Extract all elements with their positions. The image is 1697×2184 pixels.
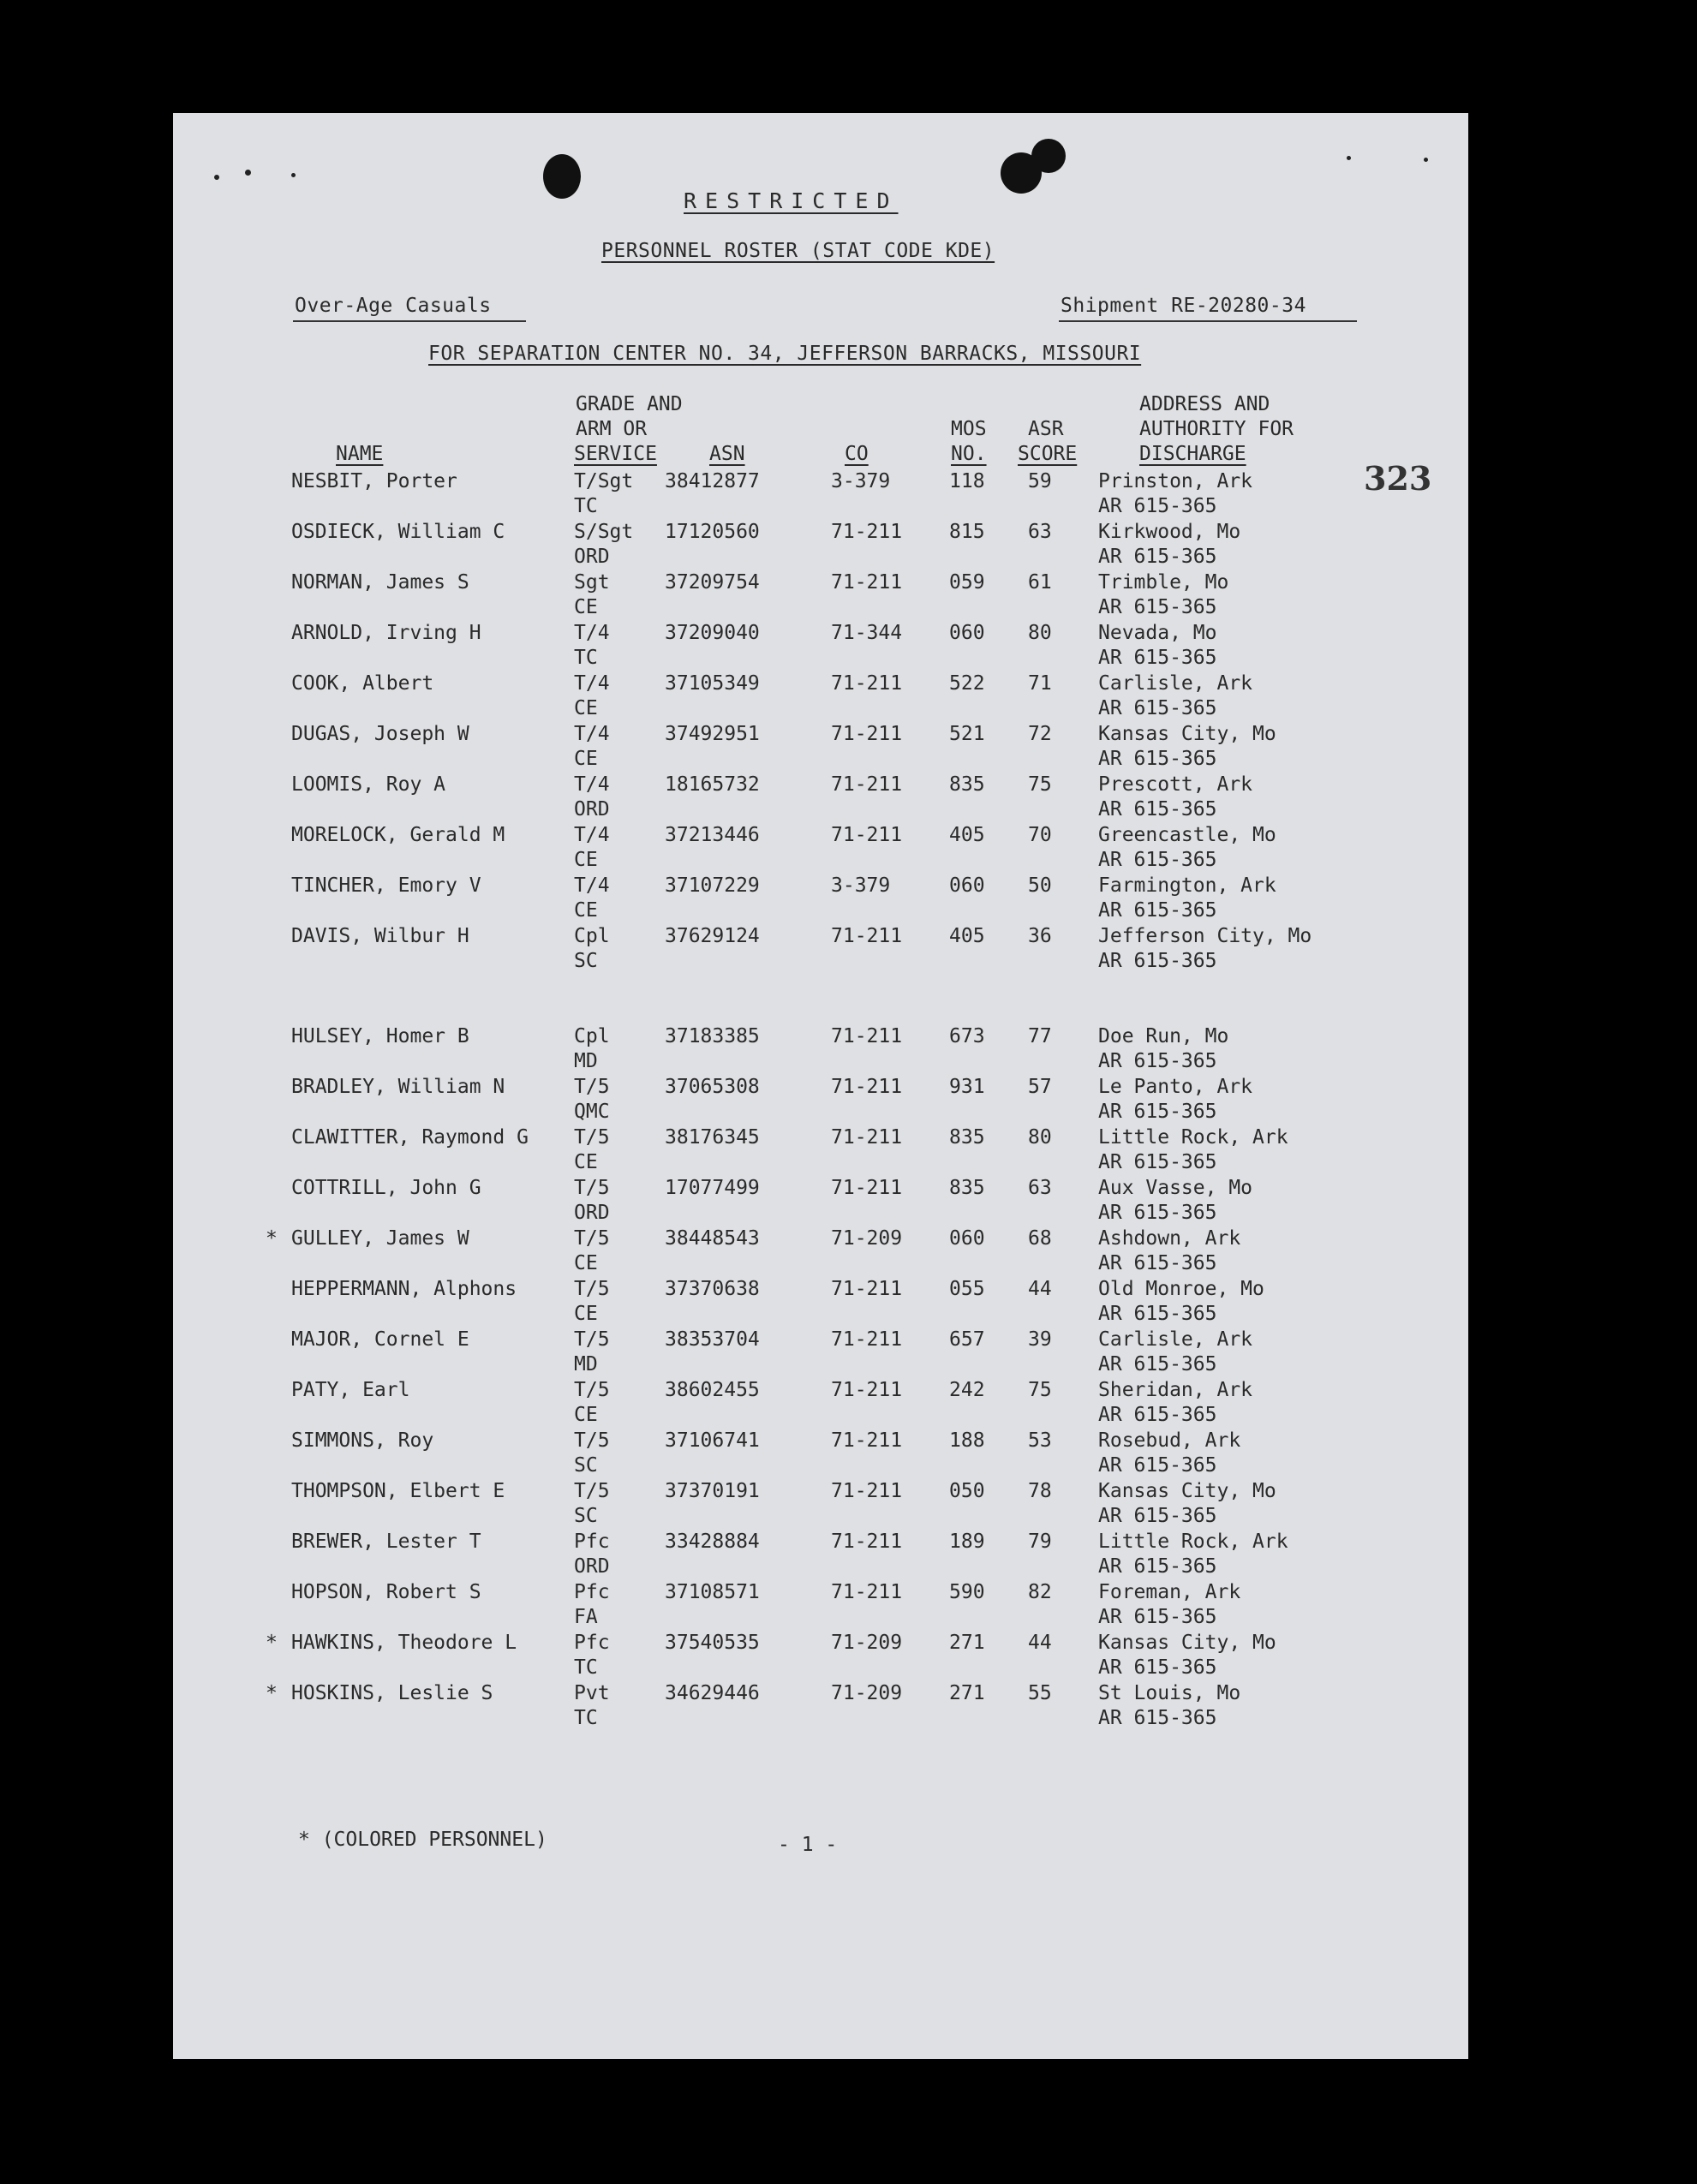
row-mos: 271: [949, 1682, 985, 1704]
row-authority: AR 615-365: [1098, 899, 1217, 922]
row-arm: CE: [574, 1252, 598, 1274]
row-authority: AR 615-365: [1098, 1606, 1217, 1628]
shipment-label: Shipment RE-20280-34: [1061, 295, 1306, 317]
row-grade: T/5: [574, 1480, 610, 1502]
row-asn: 37107229: [665, 874, 760, 897]
col-address-header-1: ADDRESS AND: [1139, 393, 1270, 415]
row-co: 71-211: [831, 1328, 903, 1351]
row-address: Kirkwood, Mo: [1098, 521, 1241, 543]
row-asr: 36: [1028, 925, 1052, 947]
row-arm: ORD: [574, 1555, 610, 1578]
classification-heading: RESTRICTED: [684, 188, 899, 213]
row-asn: 37209754: [665, 571, 760, 594]
row-address: Carlisle, Ark: [1098, 1328, 1253, 1351]
row-asn: 37540535: [665, 1632, 760, 1654]
row-asn: 37209040: [665, 622, 760, 644]
row-asn: 37065308: [665, 1076, 760, 1098]
row-grade: T/5: [574, 1076, 610, 1098]
row-mos: 060: [949, 874, 985, 897]
row-co: 71-211: [831, 1480, 903, 1502]
row-asn: 37370638: [665, 1278, 760, 1300]
row-asr: 72: [1028, 723, 1052, 745]
row-name: COTTRILL, John G: [291, 1177, 481, 1199]
row-asn: 37213446: [665, 824, 760, 846]
punch-hole-left: [543, 154, 581, 199]
row-grade: S/Sgt: [574, 521, 634, 543]
row-mos: 673: [949, 1025, 985, 1047]
col-name-header: NAME: [336, 443, 384, 465]
row-address: Prescott, Ark: [1098, 773, 1253, 796]
row-co: 71-211: [831, 521, 903, 543]
row-arm: SC: [574, 1505, 598, 1527]
row-arm: CE: [574, 1151, 598, 1173]
row-address: Kansas City, Mo: [1098, 1480, 1276, 1502]
row-arm: SC: [574, 950, 598, 972]
row-arm: CE: [574, 697, 598, 719]
row-mos: 405: [949, 925, 985, 947]
row-authority: AR 615-365: [1098, 697, 1217, 719]
row-asn: 37183385: [665, 1025, 760, 1047]
row-asn: 37370191: [665, 1480, 760, 1502]
row-co: 71-209: [831, 1227, 903, 1250]
row-asr: 53: [1028, 1429, 1052, 1452]
row-asr: 82: [1028, 1581, 1052, 1603]
row-grade: T/4: [574, 622, 610, 644]
row-name: NORMAN, James S: [291, 571, 469, 594]
row-mos: 522: [949, 672, 985, 695]
col-grade-header-1: GRADE AND: [576, 393, 683, 415]
row-authority: AR 615-365: [1098, 1303, 1217, 1325]
row-address: Kansas City, Mo: [1098, 1632, 1276, 1654]
row-co: 71-211: [831, 1379, 903, 1401]
row-grade: T/4: [574, 824, 610, 846]
row-co: 71-211: [831, 723, 903, 745]
row-arm: TC: [574, 647, 598, 669]
row-mos: 590: [949, 1581, 985, 1603]
row-co: 71-211: [831, 773, 903, 796]
row-co: 71-211: [831, 1076, 903, 1098]
row-grade: T/5: [574, 1429, 610, 1452]
row-address: Kansas City, Mo: [1098, 723, 1276, 745]
row-grade: T/5: [574, 1177, 610, 1199]
row-authority: AR 615-365: [1098, 1656, 1217, 1679]
row-mos: 271: [949, 1632, 985, 1654]
row-asn: 37105349: [665, 672, 760, 695]
row-name: BRADLEY, William N: [291, 1076, 505, 1098]
row-name: HOPSON, Robert S: [291, 1581, 481, 1603]
row-co: 71-211: [831, 1531, 903, 1553]
destination-heading: FOR SEPARATION CENTER NO. 34, JEFFERSON BARRACKS, MISSOURI: [428, 343, 1142, 365]
row-asn: 38412877: [665, 470, 760, 492]
row-address: Sheridan, Ark: [1098, 1379, 1253, 1401]
row-mos: 835: [949, 1126, 985, 1149]
row-arm: SC: [574, 1454, 598, 1477]
row-grade: T/5: [574, 1227, 610, 1250]
col-grade-header-3: SERVICE: [574, 443, 657, 465]
row-authority: AR 615-365: [1098, 1151, 1217, 1173]
row-asr: 44: [1028, 1632, 1052, 1654]
row-mos: 059: [949, 571, 985, 594]
row-mos: 060: [949, 622, 985, 644]
row-name: SIMMONS, Roy: [291, 1429, 434, 1452]
row-grade: T/4: [574, 672, 610, 695]
row-name: BREWER, Lester T: [291, 1531, 481, 1553]
row-mos: 189: [949, 1531, 985, 1553]
row-asr: 79: [1028, 1531, 1052, 1553]
shipment-underline: [1059, 320, 1357, 322]
row-grade: Pvt: [574, 1682, 610, 1704]
row-grade: T/5: [574, 1328, 610, 1351]
speck: [1347, 156, 1351, 160]
row-address: Nevada, Mo: [1098, 622, 1217, 644]
row-arm: CE: [574, 899, 598, 922]
row-asr: 57: [1028, 1076, 1052, 1098]
row-mos: 188: [949, 1429, 985, 1452]
row-arm: TC: [574, 1707, 598, 1729]
row-asr: 71: [1028, 672, 1052, 695]
row-grade: Pfc: [574, 1531, 610, 1553]
row-grade: Cpl: [574, 1025, 610, 1047]
row-arm: CE: [574, 748, 598, 770]
row-arm: CE: [574, 849, 598, 871]
group-label: Over-Age Casuals: [295, 295, 492, 317]
punch-hole-right-2: [1031, 139, 1066, 173]
row-arm: CE: [574, 1404, 598, 1426]
row-address: Trimble, Mo: [1098, 571, 1229, 594]
row-asn: 38448543: [665, 1227, 760, 1250]
row-grade: Sgt: [574, 571, 610, 594]
row-mos: 931: [949, 1076, 985, 1098]
group-underline: [293, 320, 526, 322]
row-address: Ashdown, Ark: [1098, 1227, 1241, 1250]
row-authority: AR 615-365: [1098, 950, 1217, 972]
row-arm: MD: [574, 1353, 598, 1375]
row-grade: T/5: [574, 1379, 610, 1401]
row-address: Little Rock, Ark: [1098, 1531, 1288, 1553]
row-asr: 44: [1028, 1278, 1052, 1300]
row-co: 71-211: [831, 1177, 903, 1199]
row-mos: 405: [949, 824, 985, 846]
row-co: 71-211: [831, 672, 903, 695]
row-asr: 80: [1028, 1126, 1052, 1149]
row-asn: 17120560: [665, 521, 760, 543]
row-name: HULSEY, Homer B: [291, 1025, 469, 1047]
colored-personnel-mark: *: [266, 1227, 278, 1250]
row-asr: 75: [1028, 773, 1052, 796]
row-asn: 38602455: [665, 1379, 760, 1401]
row-grade: T/4: [574, 723, 610, 745]
row-asr: 77: [1028, 1025, 1052, 1047]
row-co: 71-211: [831, 571, 903, 594]
row-name: GULLEY, James W: [291, 1227, 469, 1250]
colored-personnel-mark: *: [266, 1632, 278, 1654]
row-arm: TC: [574, 1656, 598, 1679]
row-mos: 521: [949, 723, 985, 745]
row-grade: Pfc: [574, 1632, 610, 1654]
row-mos: 118: [949, 470, 985, 492]
row-name: DAVIS, Wilbur H: [291, 925, 469, 947]
row-address: Little Rock, Ark: [1098, 1126, 1288, 1149]
row-co: 71-211: [831, 1025, 903, 1047]
row-asn: 17077499: [665, 1177, 760, 1199]
row-name: MAJOR, Cornel E: [291, 1328, 469, 1351]
row-name: OSDIECK, William C: [291, 521, 505, 543]
row-address: St Louis, Mo: [1098, 1682, 1241, 1704]
row-name: COOK, Albert: [291, 672, 434, 695]
row-co: 71-211: [831, 925, 903, 947]
row-asr: 59: [1028, 470, 1052, 492]
row-co: 71-211: [831, 1278, 903, 1300]
row-address: Foreman, Ark: [1098, 1581, 1241, 1603]
col-asr-header-1: ASR: [1028, 418, 1064, 440]
speck: [1424, 158, 1428, 162]
row-address: Old Monroe, Mo: [1098, 1278, 1264, 1300]
row-grade: T/4: [574, 773, 610, 796]
row-asn: 38353704: [665, 1328, 760, 1351]
row-authority: AR 615-365: [1098, 798, 1217, 820]
row-authority: AR 615-365: [1098, 1505, 1217, 1527]
row-name: MORELOCK, Gerald M: [291, 824, 505, 846]
row-arm: MD: [574, 1050, 598, 1072]
row-asr: 70: [1028, 824, 1052, 846]
row-address: Jefferson City, Mo: [1098, 925, 1312, 947]
row-authority: AR 615-365: [1098, 1555, 1217, 1578]
row-authority: AR 615-365: [1098, 546, 1217, 568]
page-stamp: 323: [1364, 459, 1432, 498]
row-address: Doe Run, Mo: [1098, 1025, 1229, 1047]
row-co: 71-209: [831, 1632, 903, 1654]
row-authority: AR 615-365: [1098, 748, 1217, 770]
row-grade: T/5: [574, 1278, 610, 1300]
row-asn: 33428884: [665, 1531, 760, 1553]
row-authority: AR 615-365: [1098, 849, 1217, 871]
row-arm: CE: [574, 1303, 598, 1325]
row-asn: 38176345: [665, 1126, 760, 1149]
row-asn: 37629124: [665, 925, 760, 947]
row-authority: AR 615-365: [1098, 1252, 1217, 1274]
speck: [291, 173, 296, 177]
document-title: PERSONNEL ROSTER (STAT CODE KDE): [601, 240, 995, 262]
row-co: 3-379: [831, 874, 891, 897]
row-authority: AR 615-365: [1098, 1707, 1217, 1729]
row-mos: 050: [949, 1480, 985, 1502]
row-mos: 242: [949, 1379, 985, 1401]
row-arm: TC: [574, 495, 598, 517]
row-address: Prinston, Ark: [1098, 470, 1253, 492]
row-name: PATY, Earl: [291, 1379, 410, 1401]
row-asr: 78: [1028, 1480, 1052, 1502]
row-asn: 37492951: [665, 723, 760, 745]
row-name: CLAWITTER, Raymond G: [291, 1126, 529, 1149]
row-authority: AR 615-365: [1098, 1353, 1217, 1375]
row-mos: 657: [949, 1328, 985, 1351]
row-mos: 815: [949, 521, 985, 543]
row-co: 71-344: [831, 622, 903, 644]
row-asr: 75: [1028, 1379, 1052, 1401]
row-address: Le Panto, Ark: [1098, 1076, 1253, 1098]
row-co: 71-209: [831, 1682, 903, 1704]
row-asr: 39: [1028, 1328, 1052, 1351]
row-grade: Pfc: [574, 1581, 610, 1603]
row-arm: QMC: [574, 1101, 610, 1123]
footnote: * (COLORED PERSONNEL): [298, 1829, 547, 1851]
row-authority: AR 615-365: [1098, 1202, 1217, 1224]
row-address: Carlisle, Ark: [1098, 672, 1253, 695]
row-arm: CE: [574, 596, 598, 618]
row-asr: 68: [1028, 1227, 1052, 1250]
row-asr: 80: [1028, 622, 1052, 644]
row-grade: Cpl: [574, 925, 610, 947]
row-name: LOOMIS, Roy A: [291, 773, 446, 796]
row-co: 71-211: [831, 1581, 903, 1603]
row-name: DUGAS, Joseph W: [291, 723, 469, 745]
col-asn-header: ASN: [709, 443, 745, 465]
row-address: Farmington, Ark: [1098, 874, 1276, 897]
row-mos: 060: [949, 1227, 985, 1250]
row-mos: 835: [949, 1177, 985, 1199]
row-name: NESBIT, Porter: [291, 470, 457, 492]
row-asr: 61: [1028, 571, 1052, 594]
col-grade-header-2: ARM OR: [576, 418, 648, 440]
row-arm: FA: [574, 1606, 598, 1628]
row-authority: AR 615-365: [1098, 1101, 1217, 1123]
row-authority: AR 615-365: [1098, 647, 1217, 669]
row-address: Aux Vasse, Mo: [1098, 1177, 1253, 1199]
row-asr: 63: [1028, 521, 1052, 543]
row-authority: AR 615-365: [1098, 596, 1217, 618]
row-asr: 63: [1028, 1177, 1052, 1199]
colored-personnel-mark: *: [266, 1682, 278, 1704]
row-authority: AR 615-365: [1098, 1050, 1217, 1072]
row-grade: T/5: [574, 1126, 610, 1149]
row-asn: 18165732: [665, 773, 760, 796]
row-name: HEPPERMANN, Alphons: [291, 1278, 517, 1300]
document-page: [173, 113, 1468, 2059]
col-mos-header-2: NO.: [951, 443, 987, 465]
row-co: 71-211: [831, 1429, 903, 1452]
col-mos-header-1: MOS: [951, 418, 987, 440]
col-address-header-2: AUTHORITY FOR: [1139, 418, 1294, 440]
row-asn: 37106741: [665, 1429, 760, 1452]
col-address-header-3: DISCHARGE: [1139, 443, 1246, 465]
row-name: ARNOLD, Irving H: [291, 622, 481, 644]
row-grade: T/Sgt: [574, 470, 634, 492]
page-number: - 1 -: [778, 1834, 838, 1856]
col-asr-header-2: SCORE: [1018, 443, 1078, 465]
row-co: 71-211: [831, 824, 903, 846]
row-name: THOMPSON, Elbert E: [291, 1480, 505, 1502]
row-co: 71-211: [831, 1126, 903, 1149]
row-authority: AR 615-365: [1098, 1404, 1217, 1426]
row-arm: ORD: [574, 798, 610, 820]
speck: [245, 170, 251, 176]
col-co-header: CO: [845, 443, 869, 465]
row-mos: 055: [949, 1278, 985, 1300]
row-name: TINCHER, Emory V: [291, 874, 481, 897]
row-asr: 55: [1028, 1682, 1052, 1704]
row-authority: AR 615-365: [1098, 495, 1217, 517]
row-asr: 50: [1028, 874, 1052, 897]
row-name: HAWKINS, Theodore L: [291, 1632, 517, 1654]
row-mos: 835: [949, 773, 985, 796]
row-address: Rosebud, Ark: [1098, 1429, 1241, 1452]
row-asn: 37108571: [665, 1581, 760, 1603]
row-name: HOSKINS, Leslie S: [291, 1682, 493, 1704]
row-asn: 34629446: [665, 1682, 760, 1704]
row-arm: ORD: [574, 1202, 610, 1224]
row-grade: T/4: [574, 874, 610, 897]
row-arm: ORD: [574, 546, 610, 568]
row-authority: AR 615-365: [1098, 1454, 1217, 1477]
speck: [214, 175, 219, 180]
row-co: 3-379: [831, 470, 891, 492]
row-address: Greencastle, Mo: [1098, 824, 1276, 846]
